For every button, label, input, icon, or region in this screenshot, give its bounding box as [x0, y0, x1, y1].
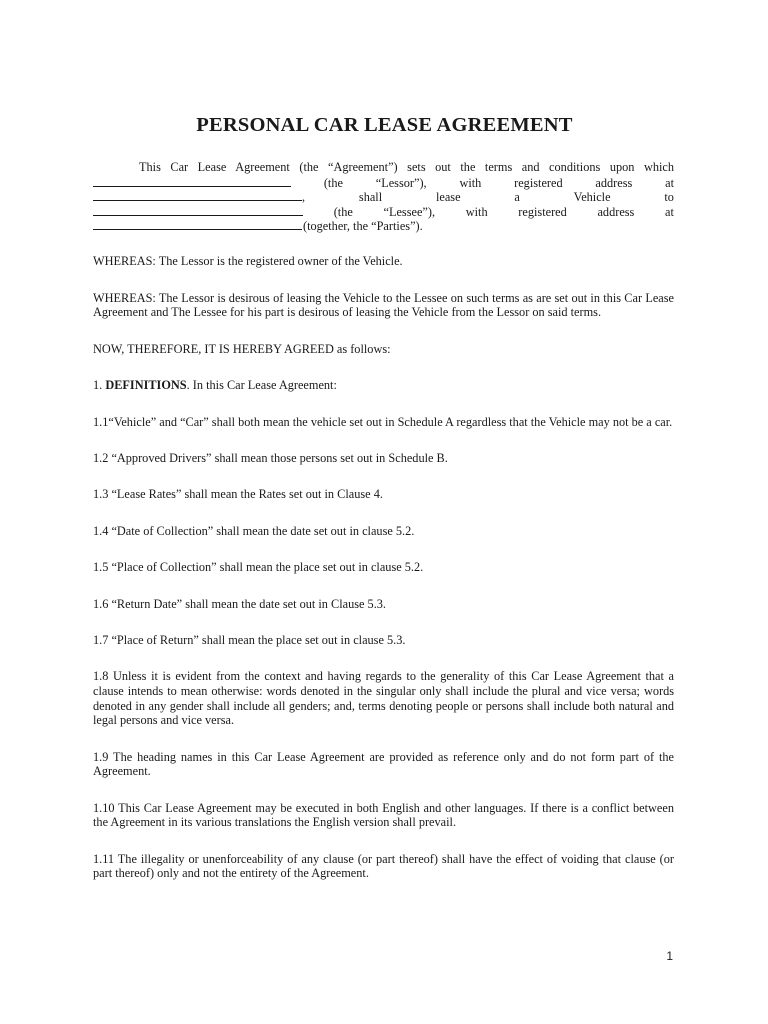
intro-word: at [665, 175, 674, 190]
intro-line-4 [93, 204, 674, 219]
lessor-address-group [93, 189, 305, 205]
intro-word: with [459, 175, 482, 190]
page-number: 1 [666, 949, 673, 963]
lessee-name-blank[interactable] [93, 204, 303, 216]
lessee-address-blank[interactable] [93, 218, 302, 230]
clause-1-10: 1.10 This Car Lease Agreement may be executed in both English and other languages. If there is a conflict between the Agreement in its various translations the English version shall prevail. [93, 800, 674, 830]
intro-word: to [664, 190, 674, 205]
intro-word: a [514, 190, 520, 205]
section-heading-tail: . In this Car Lease Agreement: [186, 378, 337, 393]
page-title: PERSONAL CAR LEASE AGREEMENT [196, 114, 573, 136]
intro-paragraph [93, 160, 674, 233]
clause-1-4: 1.4 “Date of Collection” shall mean the date set out in clause 5.2. [93, 523, 415, 538]
whereas-1: WHEREAS: The Lessor is the registered owner of the Vehicle. [93, 254, 403, 269]
clause-1-6: 1.6 “Return Date” shall mean the date set out in Clause 5.3. [93, 596, 386, 611]
section-heading: DEFINITIONS [105, 378, 187, 393]
intro-word: with [465, 204, 488, 219]
clause-1-5: 1.5 “Place of Collection” shall mean the place set out in clause 5.2. [93, 560, 424, 575]
intro-word: , [302, 190, 306, 205]
whereas-2: WHEREAS: The Lessor is desirous of leasing the Vehicle to the Lessee on such terms as are set out in this Car Lease Agreement and The Lessee for his part is desirous of leasing the Vehicle from the Lessor on said terms. [93, 290, 674, 320]
intro-line-1: This Car Lease Agreement (the “Agreement”) sets out the terms and conditions upon which [139, 160, 674, 174]
intro-word: address [595, 175, 633, 190]
clause-1-9: 1.9 The heading names in this Car Lease Agreement are provided as reference only and do not form part of the Agreement. [93, 749, 674, 779]
clause-1-8: 1.8 Unless it is evident from the context and having regards to the generality of this Car Lease Agreement that a clause intends to mean otherwise: words denoted in the singular only shall include the plural and vice versa; words denoted in any gender shall include all genders; and, terms denoting people or persons shall include both natural and legal persons and vice versa. [93, 669, 674, 728]
clause-1-2: 1.2 “Approved Drivers” shall mean those persons set out in Schedule B. [93, 451, 448, 466]
intro-word: (the [323, 175, 343, 190]
intro-word: lease [435, 190, 461, 205]
intro-word: at [665, 204, 674, 219]
intro-word: “Lessor”), [375, 175, 427, 190]
intro-word: registered [518, 204, 567, 219]
intro-word: address [597, 204, 635, 219]
intro-word: (the [333, 204, 353, 219]
clause-1-1: 1.1“Vehicle” and “Car” shall both mean the vehicle set out in Schedule A regardless that the Vehicle may not be a car. [93, 414, 673, 429]
clause-1-7: 1.7 “Place of Return” shall mean the place set out in clause 5.3. [93, 632, 406, 647]
intro-line-2 [93, 175, 674, 190]
clause-1-11: 1.11 The illegality or unenforceability of any clause (or part thereof) shall have the effect of voiding that clause (or part thereof) only and not the entirety of the Agreement. [93, 851, 674, 881]
lessor-name-blank[interactable] [93, 175, 291, 187]
intro-word: shall [358, 190, 383, 205]
intro-word: Vehicle [573, 190, 611, 205]
section-number: 1. [93, 378, 103, 393]
intro-word: “Lessee”), [383, 204, 436, 219]
intro-word: registered [514, 175, 563, 190]
intro-parties: (together, the “Parties”). [303, 219, 423, 234]
intro-line-5 [93, 218, 674, 233]
intro-line-3 [93, 189, 674, 204]
clause-1-3: 1.3 “Lease Rates” shall mean the Rates set out in Clause 4. [93, 487, 383, 502]
lessor-address-blank[interactable] [93, 189, 302, 201]
now-therefore: NOW, THEREFORE, IT IS HEREBY AGREED as follows: [93, 341, 391, 356]
section-definitions-heading [93, 378, 674, 393]
